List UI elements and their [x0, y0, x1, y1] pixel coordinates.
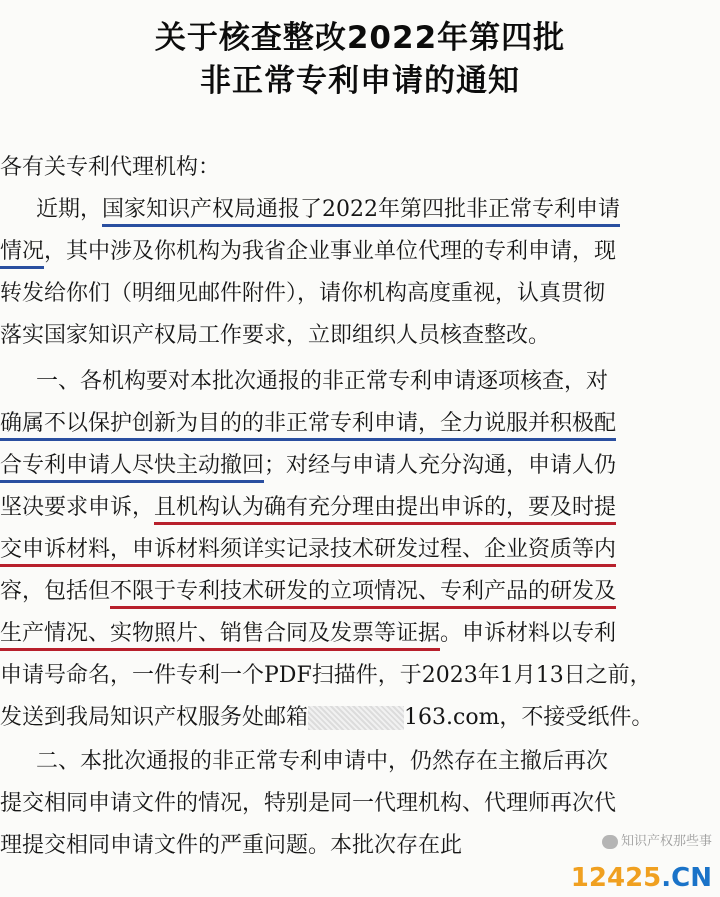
site-logo [571, 863, 712, 893]
paragraph-line: 提交相同申请文件的情况，特别是同一代理机构、代理师再次代 [0, 791, 617, 816]
paragraph-line [0, 190, 720, 230]
text-run: ；对经与申请人充分沟通，申请人仍 [264, 453, 617, 478]
paragraph-line [0, 572, 720, 612]
redacted-email [308, 706, 404, 730]
paragraph-line [0, 698, 720, 738]
document-title-line-2: 非正常专利申请的通知 [200, 63, 520, 99]
wechat-watermark [602, 830, 712, 849]
text-run: 发送到我局知识产权服务处邮箱 [0, 705, 309, 730]
site-logo-number: 12425 [570, 863, 662, 893]
highlighted-text-blue: 国家知识产权局通报了2022年第四批非正常专利申请 [102, 197, 620, 227]
paragraph-line: 转发给你们（明细见邮件附件），请你机构高度重视，认真贯彻 [0, 281, 606, 306]
watermark-text: 知识产权那些事 [620, 834, 712, 849]
paragraph-line: 理提交相同申请文件的严重问题。本批次存在此 [0, 833, 463, 858]
paragraph-line: 落实国家知识产权局工作要求，立即组织人员核查整改。 [0, 323, 551, 348]
text-run: 容，包括但 [0, 579, 111, 604]
text-run: 163.com，不接受纸件。 [404, 705, 654, 730]
highlighted-text-red: 且机构认为确有充分理由提出申诉的，要及时提 [154, 495, 616, 525]
paragraph-line [0, 488, 720, 528]
text-run: 。申诉材料以专利 [440, 621, 617, 646]
paragraph-line: 一、各机构要对本批次通报的非正常专利申请逐项核查，对 [36, 369, 609, 394]
highlighted-text-blue: 合专利申请人尽快主动撤回 [0, 453, 264, 483]
site-logo-tld: CN [671, 863, 712, 893]
paragraph-line [0, 530, 720, 570]
paragraph-line [0, 232, 720, 272]
text-run: 近期， [36, 197, 103, 222]
paragraph-line [0, 446, 720, 486]
wechat-icon [602, 835, 618, 849]
paragraph-line [0, 404, 720, 444]
highlighted-text-blue: 情况 [0, 239, 44, 269]
salutation: 各有关专利代理机构： [0, 155, 221, 180]
text-run: ，其中涉及你机构为我省企业事业单位代理的专利申请，现 [44, 239, 617, 264]
document-title-line-1: 关于核查整改2022年第四批 [154, 20, 566, 56]
paragraph-line: 申请号命名，一件专利一个PDF扫描件，于2023年1月13日之前， [0, 663, 652, 688]
highlighted-text-red: 交申诉材料，申诉材料须详实记录技术研发过程、企业资质等内 [0, 537, 616, 567]
highlighted-text-red: 生产情况、实物照片、销售合同及发票等证据 [0, 621, 440, 651]
highlighted-text-blue: 确属不以保护创新为目的的非正常专利申请，全力说服并积极配 [0, 411, 616, 441]
site-logo-dot: . [661, 863, 672, 893]
paragraph-line [0, 614, 720, 654]
paragraph-line: 二、本批次通报的非正常专利申请中，仍然存在主撤后再次 [36, 749, 609, 774]
text-run: 坚决要求申诉， [0, 495, 155, 520]
highlighted-text-red: 不限于专利技术研发的立项情况、专利产品的研发及 [110, 579, 616, 609]
